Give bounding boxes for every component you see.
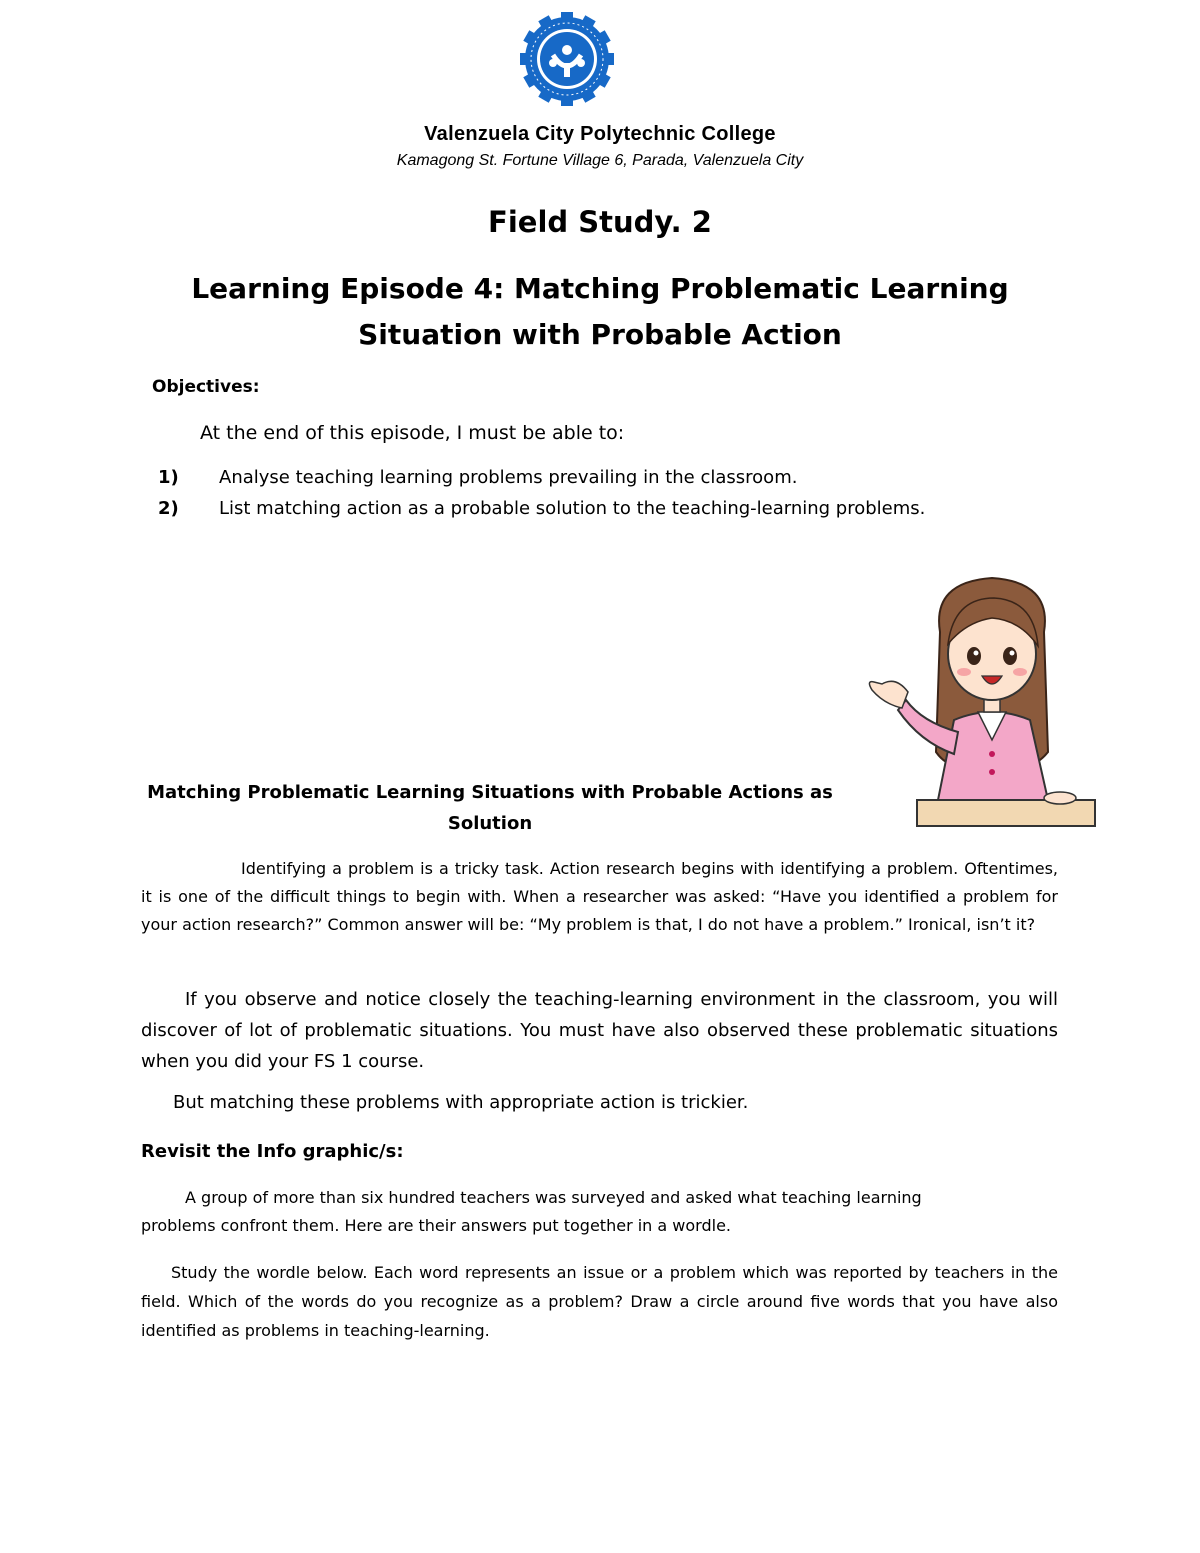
objectives-list <box>158 467 925 529</box>
objective-text: List matching action as a probable solution to the teaching-learning problems. <box>219 498 926 519</box>
paragraph <box>141 984 1058 1077</box>
paragraph <box>141 1184 1001 1240</box>
objective-number: 1) <box>158 467 179 488</box>
objective-item <box>158 467 925 498</box>
revisit-heading: Revisit the Info graphic/s: <box>141 1141 404 1162</box>
paragraph-text: Identifying a problem is a tricky task. Action research begins with identifying a problem. Oftentimes, it is one of the difficult things to begin with. When a researcher was asked: “Have you identified a problem for your action research?” Common answer will be: “My problem is that, I do not have a problem.” Ironical, isn’t it? <box>141 859 1058 934</box>
paragraph-text: But matching these problems with appropriate action is trickier. <box>173 1092 749 1113</box>
paragraph <box>141 1258 1058 1345</box>
course-title: Field Study. 2 <box>488 205 712 239</box>
paragraph <box>141 1092 1058 1113</box>
college-gear-seal-logo <box>508 12 626 106</box>
teacher-presenting-illustration <box>862 572 1098 828</box>
objectives-heading: Objectives: <box>152 377 260 397</box>
section-heading: Matching Problematic Learning Situations with Probable Actions as Solution <box>147 782 833 834</box>
objectives-intro: At the end of this episode, I must be able to: <box>200 422 625 444</box>
objective-number: 2) <box>158 498 179 519</box>
episode-title: Learning Episode 4: Matching Problematic Learning Situation with Probable Action <box>191 272 1009 351</box>
college-address: Kamagong St. Fortune Village 6, Parada, Valenzuela City <box>396 152 804 169</box>
paragraph-text: Study the wordle below. Each word represents an issue or a problem which was reported by teachers in the field. Which of the words do you recognize as a problem? Draw a circle around five words that you have also identified as problems in teaching-learning. <box>141 1263 1058 1340</box>
paragraph <box>141 855 1058 939</box>
objective-text: Analyse teaching learning problems prevailing in the classroom. <box>219 467 798 488</box>
paragraph-text: A group of more than six hundred teachers was surveyed and asked what teaching learning problems confront them. Here are their answers put together in a wordle. <box>141 1188 922 1235</box>
paragraph-text: If you observe and notice closely the teaching-learning environment in the classroom, you will discover of lot of problematic situations. You must have also observed these problematic situations when you did your FS 1 course. <box>141 989 1058 1072</box>
objective-item <box>158 498 925 529</box>
college-name: Valenzuela City Polytechnic College <box>424 123 776 145</box>
